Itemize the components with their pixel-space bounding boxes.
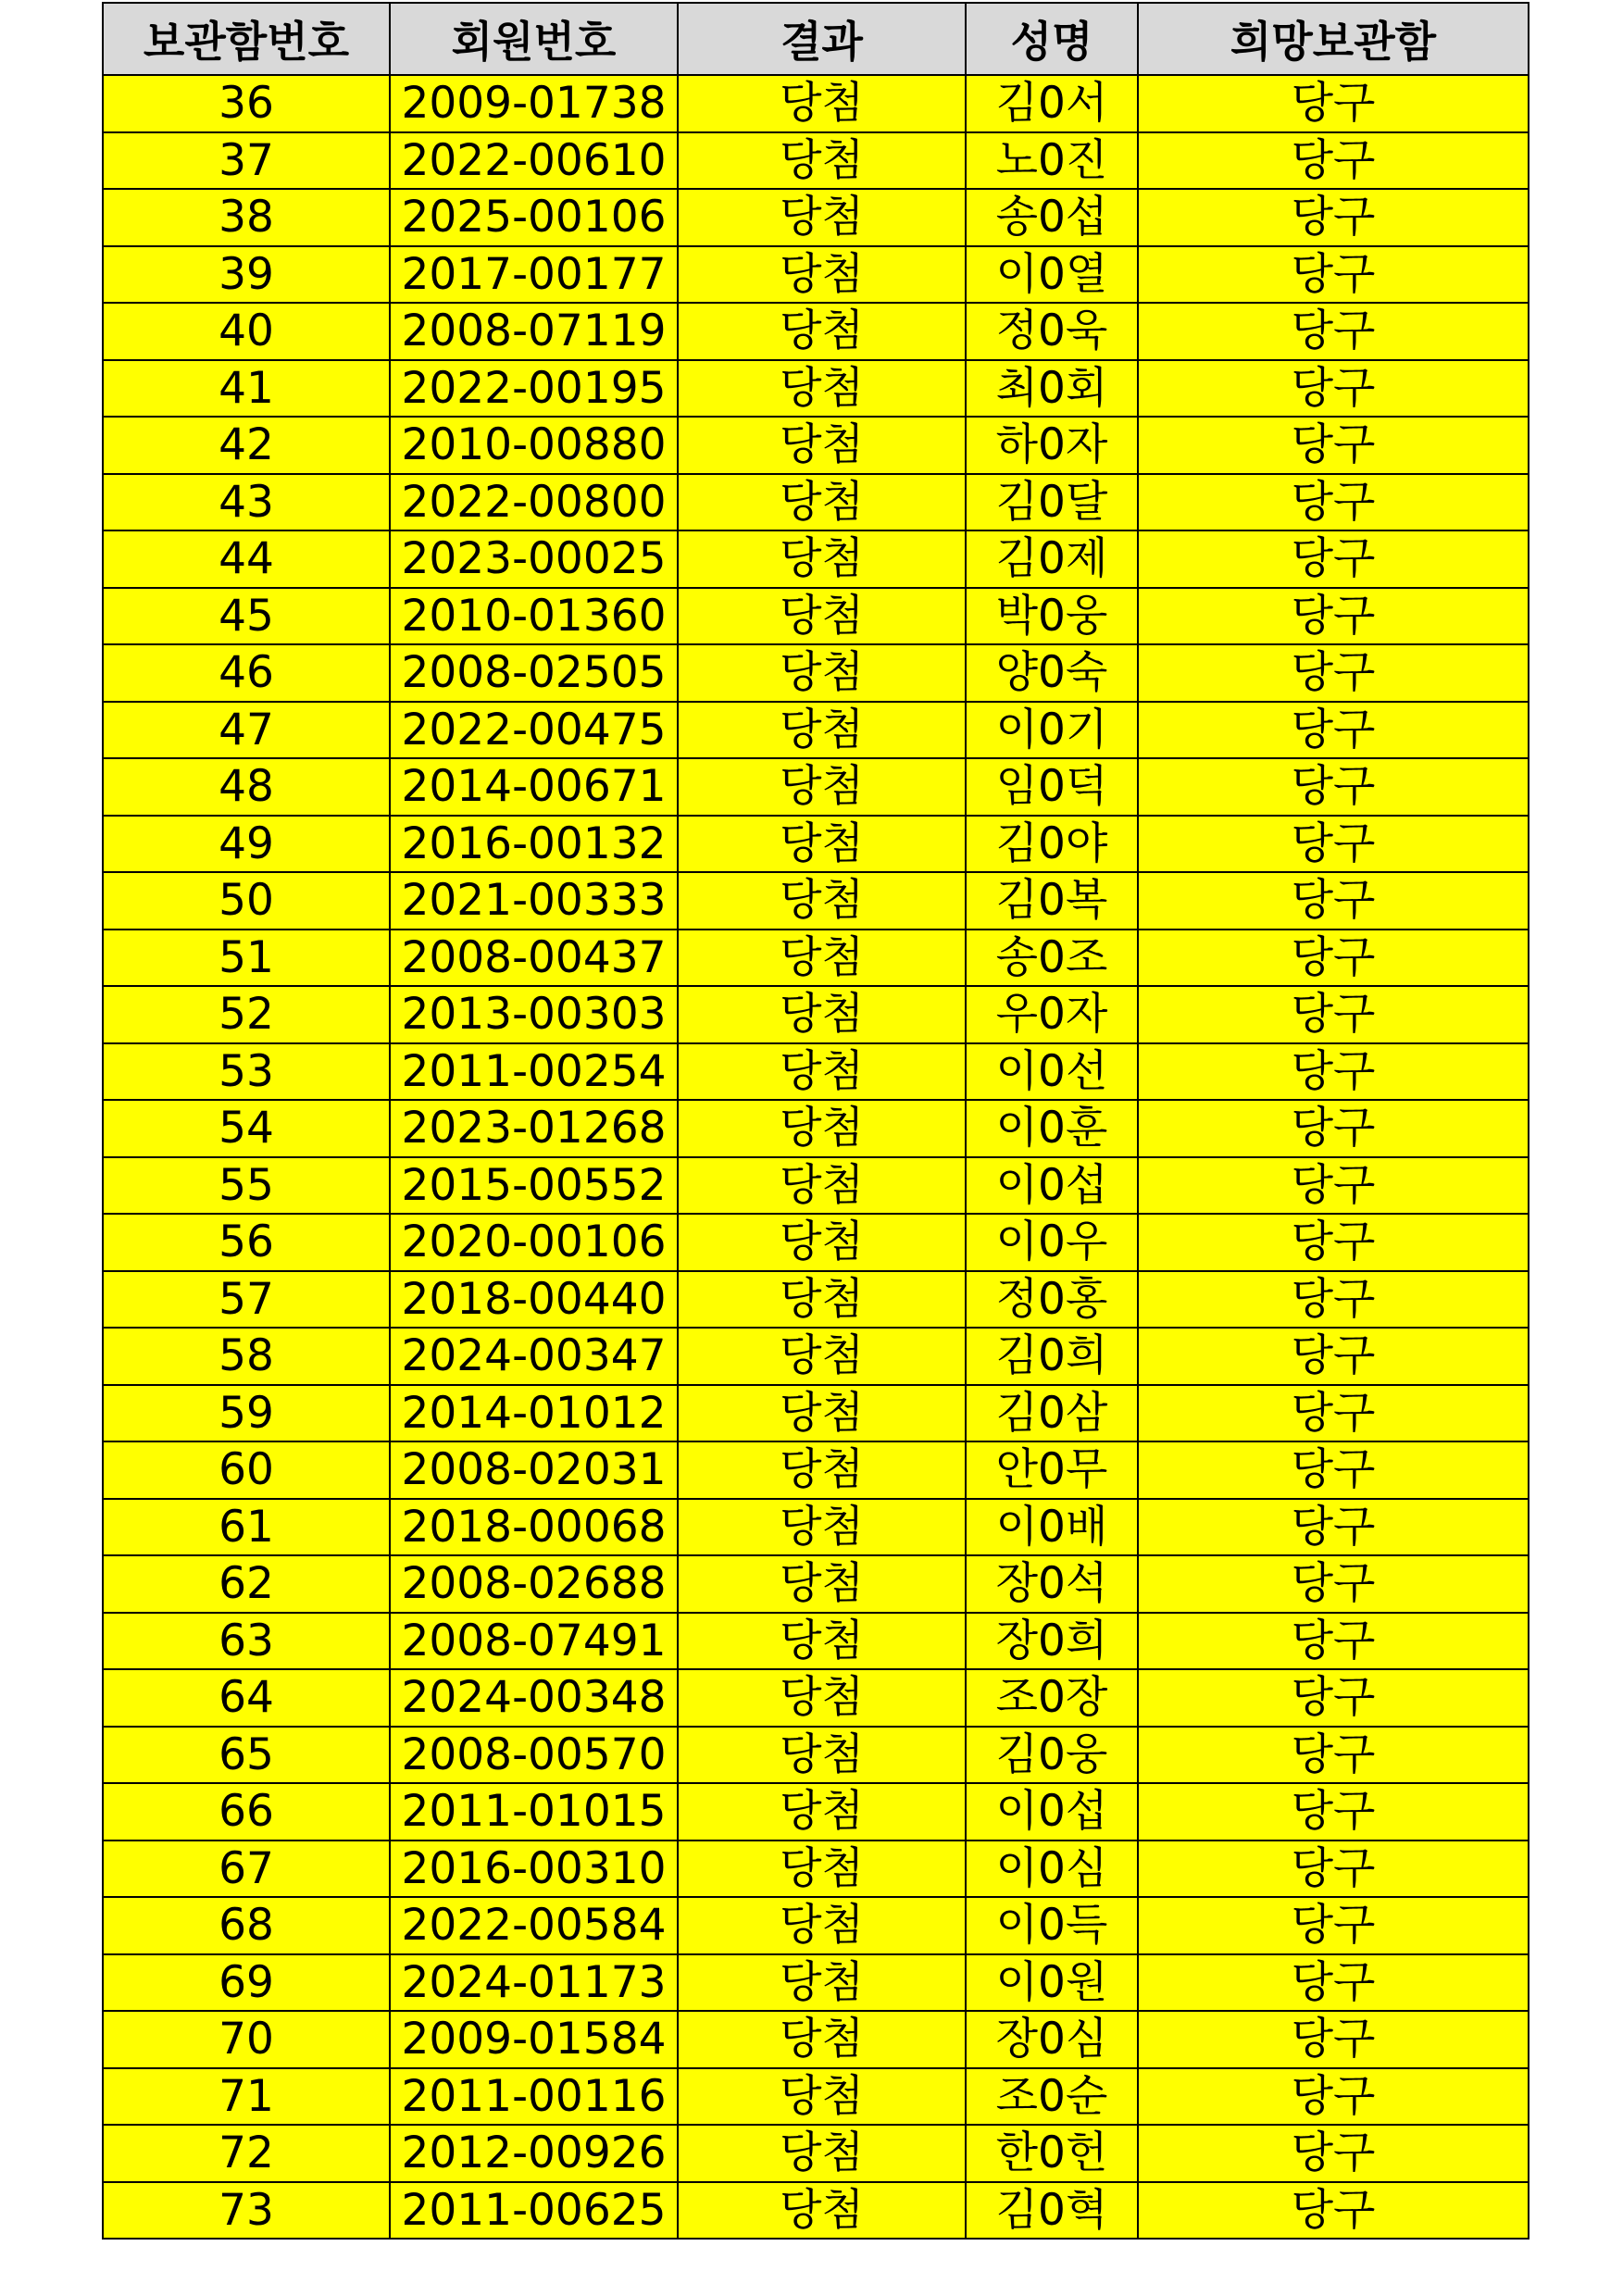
cell-desired-locker: 당구	[1138, 2125, 1529, 2182]
cell-result: 당첨	[678, 1499, 966, 1556]
cell-locker-number: 69	[103, 1954, 390, 2012]
cell-result: 당첨	[678, 303, 966, 360]
table-row	[103, 246, 1529, 304]
cell-name: 정0욱	[966, 303, 1138, 360]
cell-name: 최0회	[966, 360, 1138, 418]
cell-member-number: 2018-00068	[390, 1499, 678, 1556]
cell-name: 이0섭	[966, 1157, 1138, 1215]
cell-desired-locker: 당구	[1138, 1100, 1529, 1157]
cell-result: 당첨	[678, 189, 966, 246]
cell-locker-number: 71	[103, 2068, 390, 2126]
cell-name: 송0조	[966, 930, 1138, 987]
cell-locker-number: 44	[103, 530, 390, 588]
cell-locker-number: 37	[103, 132, 390, 190]
cell-result: 당첨	[678, 1783, 966, 1841]
cell-desired-locker: 당구	[1138, 303, 1529, 360]
table-row	[103, 1043, 1529, 1101]
cell-locker-number: 53	[103, 1043, 390, 1101]
cell-member-number: 2013-00303	[390, 986, 678, 1043]
cell-locker-number: 54	[103, 1100, 390, 1157]
cell-locker-number: 60	[103, 1441, 390, 1499]
cell-desired-locker: 당구	[1138, 1841, 1529, 1898]
table-body	[103, 75, 1529, 2239]
cell-locker-number: 58	[103, 1328, 390, 1385]
locker-lottery-table	[102, 2, 1529, 2240]
cell-name: 김0제	[966, 530, 1138, 588]
cell-member-number: 2015-00552	[390, 1157, 678, 1215]
table-row	[103, 1100, 1529, 1157]
cell-locker-number: 64	[103, 1669, 390, 1727]
header-row	[103, 3, 1529, 75]
cell-result: 당첨	[678, 1385, 966, 1442]
cell-name: 이0원	[966, 1954, 1138, 2012]
cell-desired-locker: 당구	[1138, 1669, 1529, 1727]
cell-desired-locker: 당구	[1138, 1897, 1529, 1954]
table-row	[103, 474, 1529, 531]
table-row	[103, 417, 1529, 474]
cell-member-number: 2022-00610	[390, 132, 678, 190]
cell-result: 당첨	[678, 872, 966, 930]
cell-member-number: 2008-07491	[390, 1613, 678, 1670]
cell-name: 조0순	[966, 2068, 1138, 2126]
cell-name: 이0기	[966, 702, 1138, 759]
cell-desired-locker: 당구	[1138, 2182, 1529, 2240]
cell-member-number: 2018-00440	[390, 1271, 678, 1329]
table-row	[103, 588, 1529, 645]
table-row	[103, 189, 1529, 246]
cell-result: 당첨	[678, 644, 966, 702]
cell-locker-number: 39	[103, 246, 390, 304]
table-row	[103, 1954, 1529, 2012]
cell-result: 당첨	[678, 417, 966, 474]
cell-result: 당첨	[678, 758, 966, 816]
cell-name: 이0득	[966, 1897, 1138, 1954]
cell-name: 이0심	[966, 1841, 1138, 1898]
cell-name: 정0홍	[966, 1271, 1138, 1329]
cell-name: 송0섭	[966, 189, 1138, 246]
cell-locker-number: 36	[103, 75, 390, 132]
cell-result: 당첨	[678, 702, 966, 759]
cell-desired-locker: 당구	[1138, 1783, 1529, 1841]
cell-desired-locker: 당구	[1138, 1214, 1529, 1271]
cell-desired-locker: 당구	[1138, 2011, 1529, 2068]
cell-desired-locker: 당구	[1138, 1727, 1529, 1784]
cell-member-number: 2021-00333	[390, 872, 678, 930]
cell-desired-locker: 당구	[1138, 588, 1529, 645]
cell-member-number: 2008-07119	[390, 303, 678, 360]
cell-result: 당첨	[678, 588, 966, 645]
cell-locker-number: 66	[103, 1783, 390, 1841]
table-row	[103, 1783, 1529, 1841]
cell-name: 김0삼	[966, 1385, 1138, 1442]
cell-result: 당첨	[678, 2182, 966, 2240]
cell-name: 우0자	[966, 986, 1138, 1043]
cell-locker-number: 50	[103, 872, 390, 930]
cell-name: 장0석	[966, 1555, 1138, 1613]
cell-name: 조0장	[966, 1669, 1138, 1727]
cell-result: 당첨	[678, 1441, 966, 1499]
cell-result: 당첨	[678, 1328, 966, 1385]
cell-desired-locker: 당구	[1138, 530, 1529, 588]
table-row	[103, 1555, 1529, 1613]
cell-desired-locker: 당구	[1138, 1043, 1529, 1101]
table-row	[103, 816, 1529, 873]
cell-result: 당첨	[678, 1555, 966, 1613]
cell-name: 하0자	[966, 417, 1138, 474]
cell-member-number: 2011-00254	[390, 1043, 678, 1101]
cell-locker-number: 47	[103, 702, 390, 759]
cell-locker-number: 42	[103, 417, 390, 474]
cell-name: 김0희	[966, 1328, 1138, 1385]
cell-name: 장0심	[966, 2011, 1138, 2068]
header-locker-number: 보관함번호	[103, 3, 390, 75]
cell-name: 이0배	[966, 1499, 1138, 1556]
table-row	[103, 1214, 1529, 1271]
cell-member-number: 2022-00195	[390, 360, 678, 418]
cell-locker-number: 51	[103, 930, 390, 987]
table-row	[103, 1669, 1529, 1727]
cell-name: 이0섭	[966, 1783, 1138, 1841]
cell-member-number: 2023-01268	[390, 1100, 678, 1157]
cell-result: 당첨	[678, 1043, 966, 1101]
cell-member-number: 2010-00880	[390, 417, 678, 474]
cell-name: 박0웅	[966, 588, 1138, 645]
table-row	[103, 1441, 1529, 1499]
cell-desired-locker: 당구	[1138, 1157, 1529, 1215]
cell-desired-locker: 당구	[1138, 644, 1529, 702]
cell-locker-number: 41	[103, 360, 390, 418]
cell-desired-locker: 당구	[1138, 2068, 1529, 2126]
cell-desired-locker: 당구	[1138, 758, 1529, 816]
cell-member-number: 2009-01738	[390, 75, 678, 132]
cell-desired-locker: 당구	[1138, 75, 1529, 132]
cell-locker-number: 59	[103, 1385, 390, 1442]
cell-locker-number: 70	[103, 2011, 390, 2068]
cell-name: 이0선	[966, 1043, 1138, 1101]
cell-desired-locker: 당구	[1138, 1613, 1529, 1670]
cell-result: 당첨	[678, 1727, 966, 1784]
cell-result: 당첨	[678, 2068, 966, 2126]
cell-name: 김0웅	[966, 1727, 1138, 1784]
cell-name: 김0서	[966, 75, 1138, 132]
table-row	[103, 1157, 1529, 1215]
table-row	[103, 1727, 1529, 1784]
cell-member-number: 2009-01584	[390, 2011, 678, 2068]
cell-desired-locker: 당구	[1138, 702, 1529, 759]
cell-name: 한0헌	[966, 2125, 1138, 2182]
cell-member-number: 2012-00926	[390, 2125, 678, 2182]
cell-member-number: 2024-00348	[390, 1669, 678, 1727]
cell-result: 당첨	[678, 246, 966, 304]
header-member-number: 회원번호	[390, 3, 678, 75]
cell-locker-number: 43	[103, 474, 390, 531]
cell-member-number: 2008-00570	[390, 1727, 678, 1784]
cell-locker-number: 73	[103, 2182, 390, 2240]
cell-locker-number: 46	[103, 644, 390, 702]
cell-result: 당첨	[678, 1214, 966, 1271]
table-row	[103, 702, 1529, 759]
cell-member-number: 2008-02688	[390, 1555, 678, 1613]
cell-name: 임0덕	[966, 758, 1138, 816]
cell-desired-locker: 당구	[1138, 930, 1529, 987]
table-row	[103, 1328, 1529, 1385]
header-name: 성명	[966, 3, 1138, 75]
cell-locker-number: 68	[103, 1897, 390, 1954]
cell-member-number: 2022-00584	[390, 1897, 678, 1954]
table-row	[103, 1613, 1529, 1670]
header-desired-locker: 희망보관함	[1138, 3, 1529, 75]
cell-member-number: 2008-02031	[390, 1441, 678, 1499]
cell-desired-locker: 당구	[1138, 1499, 1529, 1556]
cell-name: 김0복	[966, 872, 1138, 930]
cell-member-number: 2024-01173	[390, 1954, 678, 2012]
cell-desired-locker: 당구	[1138, 986, 1529, 1043]
cell-member-number: 2017-00177	[390, 246, 678, 304]
table-row	[103, 303, 1529, 360]
cell-member-number: 2016-00310	[390, 1841, 678, 1898]
cell-name: 노0진	[966, 132, 1138, 190]
cell-member-number: 2024-00347	[390, 1328, 678, 1385]
cell-locker-number: 57	[103, 1271, 390, 1329]
cell-locker-number: 52	[103, 986, 390, 1043]
cell-name: 양0숙	[966, 644, 1138, 702]
cell-locker-number: 56	[103, 1214, 390, 1271]
table-row	[103, 360, 1529, 418]
table-row	[103, 2068, 1529, 2126]
cell-member-number: 2011-00625	[390, 2182, 678, 2240]
cell-result: 당첨	[678, 2125, 966, 2182]
cell-member-number: 2022-00800	[390, 474, 678, 531]
cell-result: 당첨	[678, 1157, 966, 1215]
cell-name: 김0야	[966, 816, 1138, 873]
table-row	[103, 930, 1529, 987]
table-row	[103, 758, 1529, 816]
table-row	[103, 644, 1529, 702]
cell-member-number: 2010-01360	[390, 588, 678, 645]
cell-name: 김0달	[966, 474, 1138, 531]
cell-locker-number: 63	[103, 1613, 390, 1670]
table-row	[103, 872, 1529, 930]
cell-name: 이0열	[966, 246, 1138, 304]
table-row	[103, 1499, 1529, 1556]
cell-member-number: 2023-00025	[390, 530, 678, 588]
table-row	[103, 75, 1529, 132]
table-row	[103, 986, 1529, 1043]
cell-desired-locker: 당구	[1138, 246, 1529, 304]
cell-result: 당첨	[678, 930, 966, 987]
cell-locker-number: 38	[103, 189, 390, 246]
table-row	[103, 2125, 1529, 2182]
cell-result: 당첨	[678, 1271, 966, 1329]
cell-result: 당첨	[678, 474, 966, 531]
cell-result: 당첨	[678, 1613, 966, 1670]
cell-locker-number: 65	[103, 1727, 390, 1784]
cell-desired-locker: 당구	[1138, 417, 1529, 474]
cell-desired-locker: 당구	[1138, 360, 1529, 418]
cell-result: 당첨	[678, 1669, 966, 1727]
table-row	[103, 1841, 1529, 1898]
cell-result: 당첨	[678, 1954, 966, 2012]
table-row	[103, 1271, 1529, 1329]
cell-locker-number: 67	[103, 1841, 390, 1898]
cell-locker-number: 40	[103, 303, 390, 360]
cell-result: 당첨	[678, 1841, 966, 1898]
cell-result: 당첨	[678, 360, 966, 418]
table-row	[103, 530, 1529, 588]
table-row	[103, 2182, 1529, 2240]
cell-result: 당첨	[678, 986, 966, 1043]
cell-locker-number: 48	[103, 758, 390, 816]
cell-result: 당첨	[678, 530, 966, 588]
cell-member-number: 2016-00132	[390, 816, 678, 873]
cell-name: 이0훈	[966, 1100, 1138, 1157]
cell-desired-locker: 당구	[1138, 1328, 1529, 1385]
cell-desired-locker: 당구	[1138, 1441, 1529, 1499]
cell-result: 당첨	[678, 816, 966, 873]
cell-result: 당첨	[678, 75, 966, 132]
cell-desired-locker: 당구	[1138, 816, 1529, 873]
table-row	[103, 1897, 1529, 1954]
cell-desired-locker: 당구	[1138, 1385, 1529, 1442]
table-row	[103, 2011, 1529, 2068]
cell-member-number: 2020-00106	[390, 1214, 678, 1271]
cell-desired-locker: 당구	[1138, 132, 1529, 190]
cell-member-number: 2025-00106	[390, 189, 678, 246]
cell-member-number: 2022-00475	[390, 702, 678, 759]
cell-name: 이0우	[966, 1214, 1138, 1271]
cell-member-number: 2014-01012	[390, 1385, 678, 1442]
table-row	[103, 1385, 1529, 1442]
cell-member-number: 2011-00116	[390, 2068, 678, 2126]
cell-member-number: 2011-01015	[390, 1783, 678, 1841]
cell-locker-number: 49	[103, 816, 390, 873]
header-result: 결과	[678, 3, 966, 75]
table-row	[103, 132, 1529, 190]
cell-result: 당첨	[678, 1100, 966, 1157]
cell-locker-number: 55	[103, 1157, 390, 1215]
cell-locker-number: 61	[103, 1499, 390, 1556]
cell-locker-number: 72	[103, 2125, 390, 2182]
cell-desired-locker: 당구	[1138, 1271, 1529, 1329]
cell-result: 당첨	[678, 1897, 966, 1954]
cell-member-number: 2008-02505	[390, 644, 678, 702]
cell-name: 안0무	[966, 1441, 1138, 1499]
cell-name: 장0희	[966, 1613, 1138, 1670]
cell-desired-locker: 당구	[1138, 1954, 1529, 2012]
cell-name: 김0혁	[966, 2182, 1138, 2240]
cell-member-number: 2014-00671	[390, 758, 678, 816]
cell-desired-locker: 당구	[1138, 474, 1529, 531]
cell-desired-locker: 당구	[1138, 189, 1529, 246]
cell-locker-number: 62	[103, 1555, 390, 1613]
cell-result: 당첨	[678, 132, 966, 190]
cell-desired-locker: 당구	[1138, 1555, 1529, 1613]
cell-result: 당첨	[678, 2011, 966, 2068]
cell-locker-number: 45	[103, 588, 390, 645]
cell-desired-locker: 당구	[1138, 872, 1529, 930]
cell-member-number: 2008-00437	[390, 930, 678, 987]
